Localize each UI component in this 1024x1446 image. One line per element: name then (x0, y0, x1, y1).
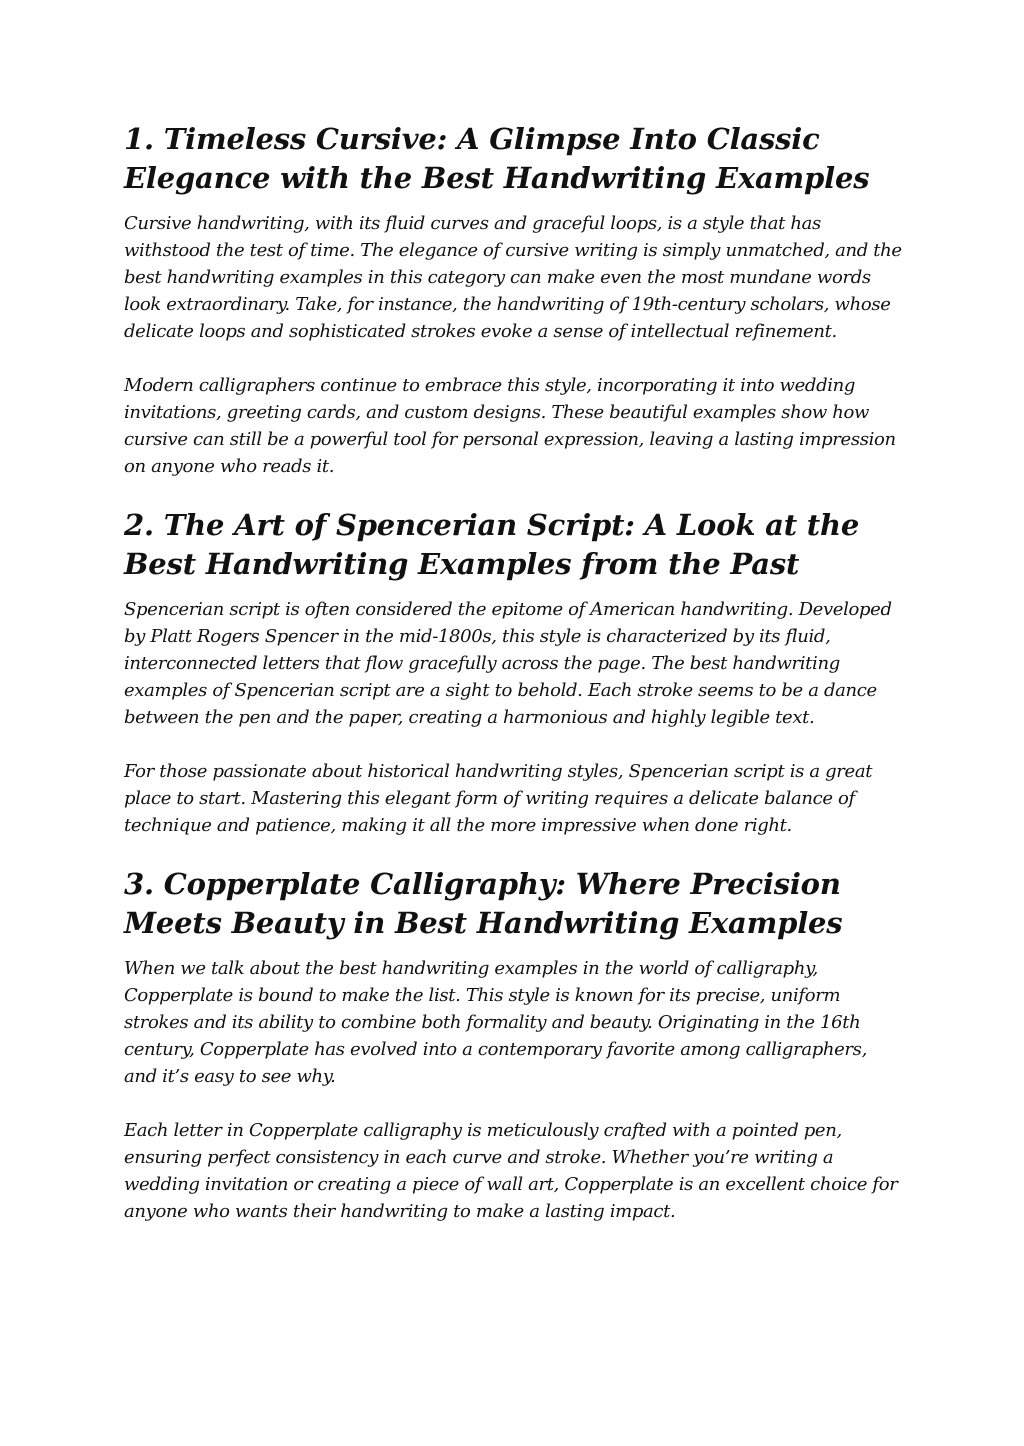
section-paragraph: When we talk about the best handwriting examples in the world of calligraphy, Copperplate is bound to make the list. This style is known for its precise, uniform strokes and its ability to combine both formality and beauty. Originating in the 16th century, Copperplate has evolved into a contemporary favorite among calligraphers, and it’s easy to see why. (124, 958, 867, 1087)
section-heading: 2. The Art of Spencerian Script: A Look at the Best Handwriting Examples from the Past (124, 508, 860, 581)
section-copperplate-calligraphy (124, 865, 904, 1225)
document-page (124, 120, 904, 1225)
section-paragraph: Each letter in Copperplate calligraphy is meticulously crafted with a pointed pen, ensuring perfect consistency in each curve and stroke. Whether you’re writing a wedding invitation or creating a piece of wall art, Copperplate is an excellent choice for anyone who wants their handwriting to make a lasting impact. (124, 1120, 898, 1222)
section-paragraph: Spencerian script is often considered the epitome of American handwriting. Developed by Platt Rogers Spencer in the mid-1800s, this style is characterized by its fluid, interconnected letters that flow gracefully across the page. The best handwriting examples of Spencerian script are a sight to behold. Each stroke seems to be a dance between the pen and the paper, creating a harmonious and highly legible text. (124, 599, 892, 728)
section-paragraph: Cursive handwriting, with its fluid curves and graceful loops, is a style that has withstood the test of time. The elegance of cursive writing is simply unmatched, and the best handwriting examples in this category can make even the most mundane words look extraordinary. Take, for instance, the handwriting of 19th-century scholars, whose delicate loops and sophisticated strokes evoke a sense of intellectual refinement. (124, 213, 902, 342)
section-heading: 1. Timeless Cursive: A Glimpse Into Classic Elegance with the Best Handwriting Examples (124, 122, 870, 195)
section-paragraph: Modern calligraphers continue to embrace this style, incorporating it into wedding invitations, greeting cards, and custom designs. These beautiful examples show how cursive can still be a powerful tool for personal expression, leaving a lasting impression on anyone who reads it. (124, 375, 896, 477)
section-spencerian-script (124, 506, 904, 839)
section-paragraph: For those passionate about historical handwriting styles, Spencerian script is a great place to start. Mastering this elegant form of writing requires a delicate balance of technique and patience, making it all the more impressive when done right. (124, 761, 873, 836)
section-timeless-cursive (124, 120, 904, 480)
section-heading: 3. Copperplate Calligraphy: Where Precision Meets Beauty in Best Handwriting Examples (124, 867, 843, 940)
